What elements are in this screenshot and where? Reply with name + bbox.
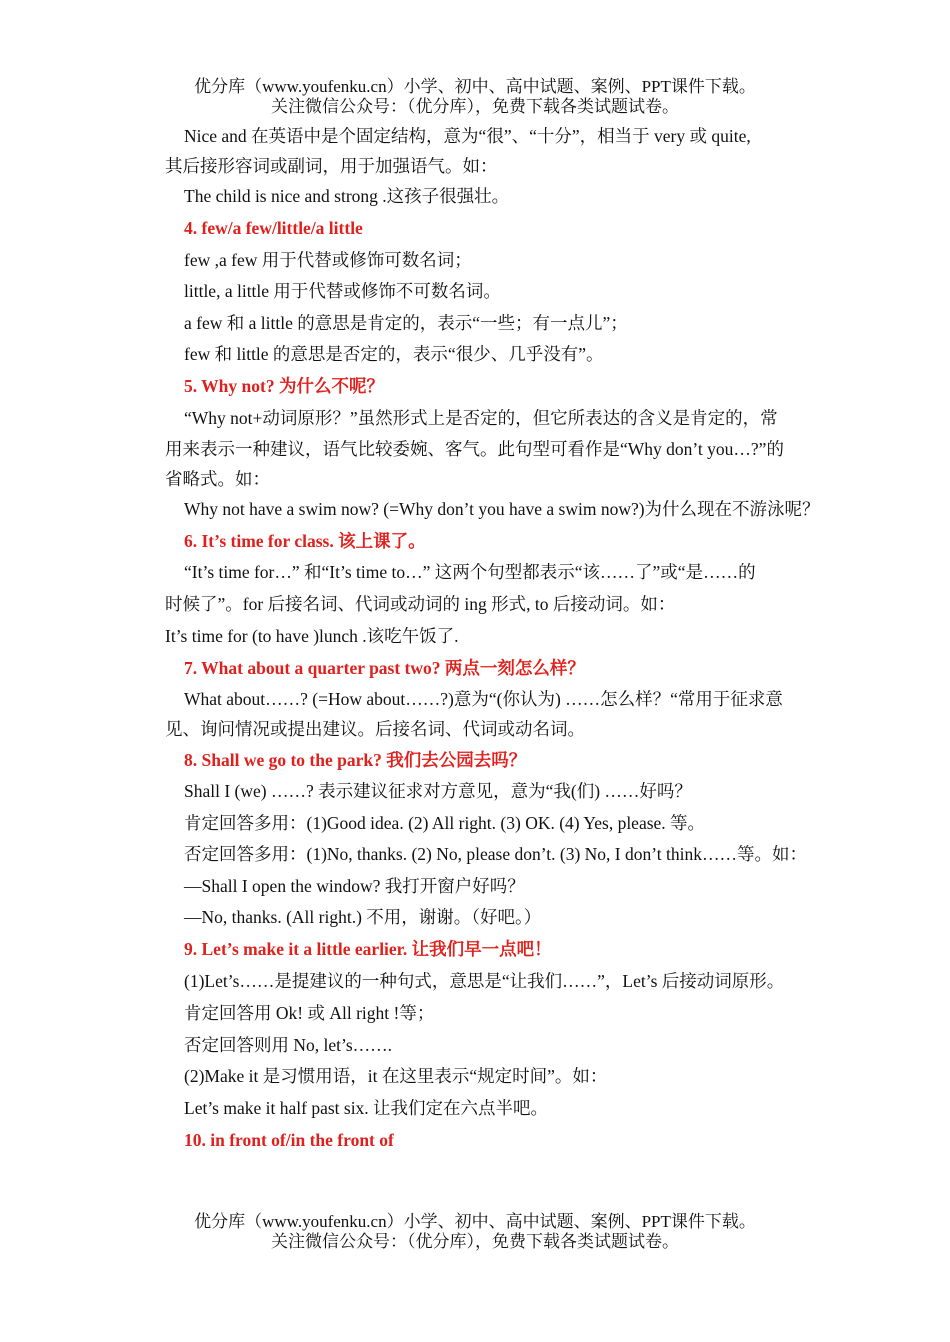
header-line-1: 优分库（www.youfenku.cn）小学、初中、高中试题、案例、PPT课件下载。 (194, 77, 756, 96)
section-9-line-3: 否定回答则用 No, let’s……. (184, 1035, 393, 1055)
section-7-line-1: What about……? (=How about……?)意为“(你认为) ……怎么样？“常用于征求意 (184, 689, 783, 709)
nice-and-example: The child is nice and strong .这孩子很强壮。 (184, 186, 510, 206)
section-9-heading: 9. Let’s make it a little earlier. 让我们早一点吧！ (184, 939, 552, 959)
nice-and-para-line-1: Nice and 在英语中是个固定结构，意为“很”、“十分”，相当于 very 或 quite, (184, 126, 751, 146)
section-9-line-2: 肯定回答用 Ok! 或 All right !等； (184, 1003, 435, 1023)
section-5-line-3: 省略式。如： (165, 469, 270, 489)
section-7-heading: 7. What about a quarter past two? 两点一刻怎么样？ (184, 658, 585, 678)
section-4-line-1: few ,a few 用于代替或修饰可数名词； (184, 250, 472, 270)
section-8-line-5: —No, thanks. (All right.) 不用，谢谢。（好吧。） (184, 907, 542, 927)
section-5-line-1: “Why not+动词原形？”虽然形式上是否定的，但它所表达的含义是肯定的，常 (184, 408, 778, 428)
section-4-heading: 4. few/a few/little/a little (184, 218, 363, 238)
section-10-heading: 10. in front of/in the front of (184, 1130, 394, 1150)
section-6-heading: 6. It’s time for class. 该上课了。 (184, 531, 426, 551)
section-8-line-4: —Shall I open the window? 我打开窗户好吗？ (184, 876, 525, 896)
section-4-line-3: a few 和 a little 的意思是肯定的，表示“一些；有一点儿”； (184, 313, 628, 333)
footer-line-2: 关注微信公众号：（优分库），免费下载各类试题试卷。 (271, 1232, 679, 1251)
nice-and-para-line-2: 其后接形容词或副词，用于加强语气。如： (165, 156, 498, 176)
section-7-line-2: 见、询问情况或提出建议。后接名词、代词或动名词。 (165, 719, 585, 739)
footer-line-1: 优分库（www.youfenku.cn）小学、初中、高中试题、案例、PPT课件下载。 (194, 1212, 756, 1231)
page-footer (0, 1212, 950, 1252)
section-9-line-5: Let’s make it half past six. 让我们定在六点半吧。 (184, 1098, 549, 1118)
section-9-line-4: (2)Make it 是习惯用语，it 在这里表示“规定时间”。如： (184, 1066, 608, 1086)
section-5-line-4: Why not have a swim now? (=Why don’t you have a swim now?)为什么现在不游泳呢？ (184, 499, 820, 519)
section-8-line-1: Shall I (we) ……? 表示建议征求对方意见，意为“我(们) ……好吗？ (184, 781, 692, 801)
section-8-line-2: 肯定回答多用：(1)Good idea. (2) All right. (3) OK. (4) Yes, please. 等。 (184, 813, 706, 833)
section-6-line-2: 时候了”。for 后接名词、代词或动词的 ing 形式, to 后接动词。如： (165, 594, 676, 614)
section-5-line-2: 用来表示一种建议，语气比较委婉、客气。此句型可看作是“Why don’t you…?”的 (165, 439, 784, 459)
section-8-heading: 8. Shall we go to the park? 我们去公园去吗？ (184, 750, 527, 770)
section-6-line-3: It’s time for (to have )lunch .该吃午饭了. (165, 626, 459, 646)
section-6-line-1: “It’s time for…” 和“It’s time to…” 这两个句型都表示“该……了”或“是……的 (184, 562, 756, 582)
header-line-2: 关注微信公众号：（优分库），免费下载各类试题试卷。 (271, 97, 679, 116)
section-9-line-1: (1)Let’s……是提建议的一种句式，意思是“让我们……”，Let’s 后接动词原形。 (184, 971, 785, 991)
section-4-line-4: few 和 little 的意思是否定的，表示“很少、几乎没有”。 (184, 344, 604, 364)
section-8-line-3: 否定回答多用：(1)No, thanks. (2) No, please don’t. (3) No, I don’t think……等。如： (184, 844, 807, 864)
section-5-heading: 5. Why not? 为什么不呢？ (184, 376, 384, 396)
section-4-line-2: little, a little 用于代替或修饰不可数名词。 (184, 281, 501, 301)
